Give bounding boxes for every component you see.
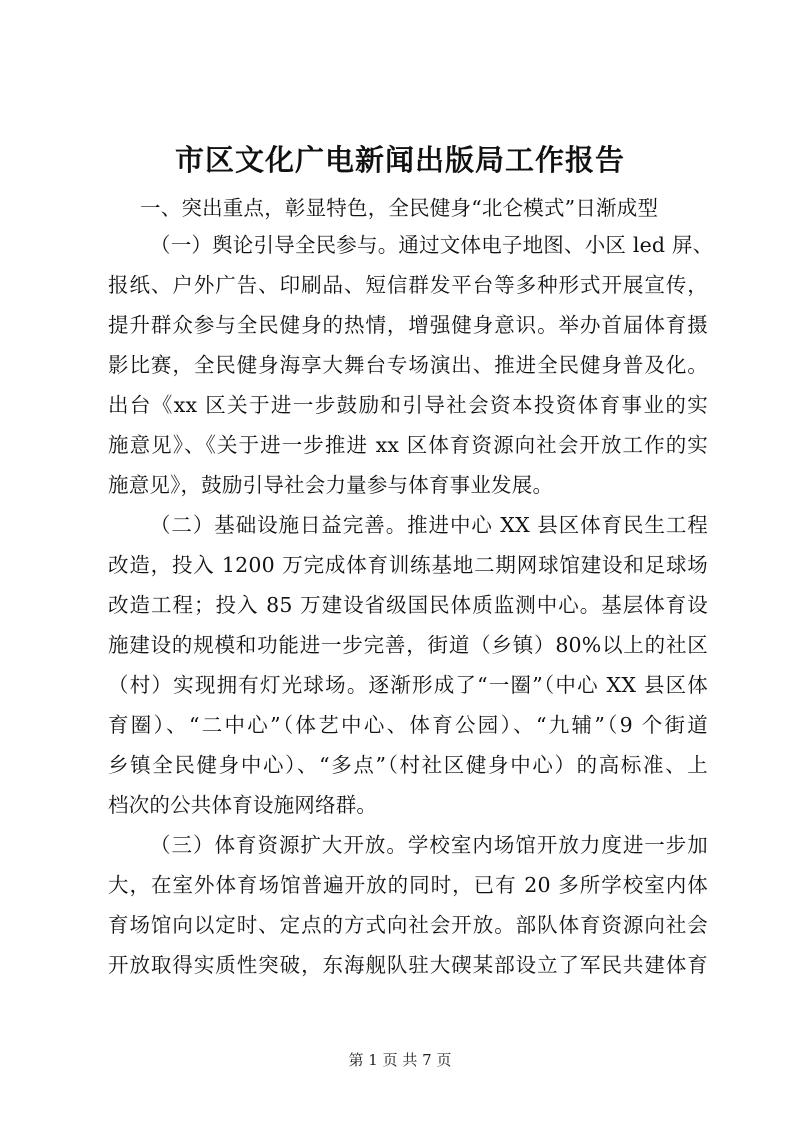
paragraph-3-line-1: （三）体育资源扩大开放。学校室内场馆开放力度进一步加: [150, 833, 708, 857]
paragraph-2-line-2: 改造，投入 1200 万完成体育训练基地二期网球馆建设和足球场: [108, 553, 708, 577]
paragraph-2-line-6: 育圈）、“二中心”（体艺中心、体育公园）、“九辅”（9 个街道: [108, 713, 708, 737]
paragraph-2-line-5: （村）实现拥有灯光球场。逐渐形成了“一圈”（中心 XX 县区体: [108, 673, 708, 697]
paragraph-1-line-3: 提升群众参与全民健身的热情，增强健身意识。举办首届体育摄: [108, 313, 708, 337]
paragraph-2-line-7: 乡镇全民健身中心）、“多点”（村社区健身中心）的高标准、上: [108, 753, 708, 777]
paragraph-3-line-2: 大，在室外体育场馆普遍开放的同时，已有 20 多所学校室内体: [108, 873, 708, 897]
paragraph-1-line-6: 施意见》、《关于进一步推进 xx 区体育资源向社会开放工作的实: [108, 433, 708, 457]
paragraph-2-line-3: 改造工程；投入 85 万建设省级国民体质监测中心。基层体育设: [108, 593, 708, 617]
paragraph-3-line-4: 开放取得实质性突破，东海舰队驻大碶某部设立了军民共建体育: [108, 953, 708, 977]
paragraph-1-line-5: 出台《xx 区关于进一步鼓励和引导社会资本投资体育事业的实: [108, 393, 708, 417]
paragraph-2-line-8: 档次的公共体育设施网络群。: [108, 793, 378, 817]
paragraph-1-line-7: 施意见》，鼓励引导社会力量参与体育事业发展。: [108, 473, 554, 497]
paragraph-1-line-4: 影比赛，全民健身海享大舞台专场演出、推进全民健身普及化。: [108, 353, 708, 377]
page-footer: 第 1 页 共 7 页: [348, 1051, 452, 1069]
section-heading: 一、突出重点，彰显特色，全民健身“北仑模式”日渐成型: [140, 196, 659, 220]
paragraph-1-line-2: 报纸、户外广告、印刷品、短信群发平台等多种形式开展宣传，: [108, 273, 708, 297]
paragraph-1-line-1: （一）舆论引导全民参与。通过文体电子地图、小区 led 屏、: [150, 233, 714, 257]
paragraph-2-line-4: 施建设的规模和功能进一步完善，街道（乡镇）80%以上的社区: [108, 633, 708, 657]
paragraph-3-line-3: 育场馆向以定时、定点的方式向社会开放。部队体育资源向社会: [108, 913, 708, 937]
document-title: 市区文化广电新闻出版局工作报告: [174, 143, 625, 177]
paragraph-2-line-1: （二）基础设施日益完善。推进中心 XX 县区体育民生工程: [150, 513, 708, 537]
